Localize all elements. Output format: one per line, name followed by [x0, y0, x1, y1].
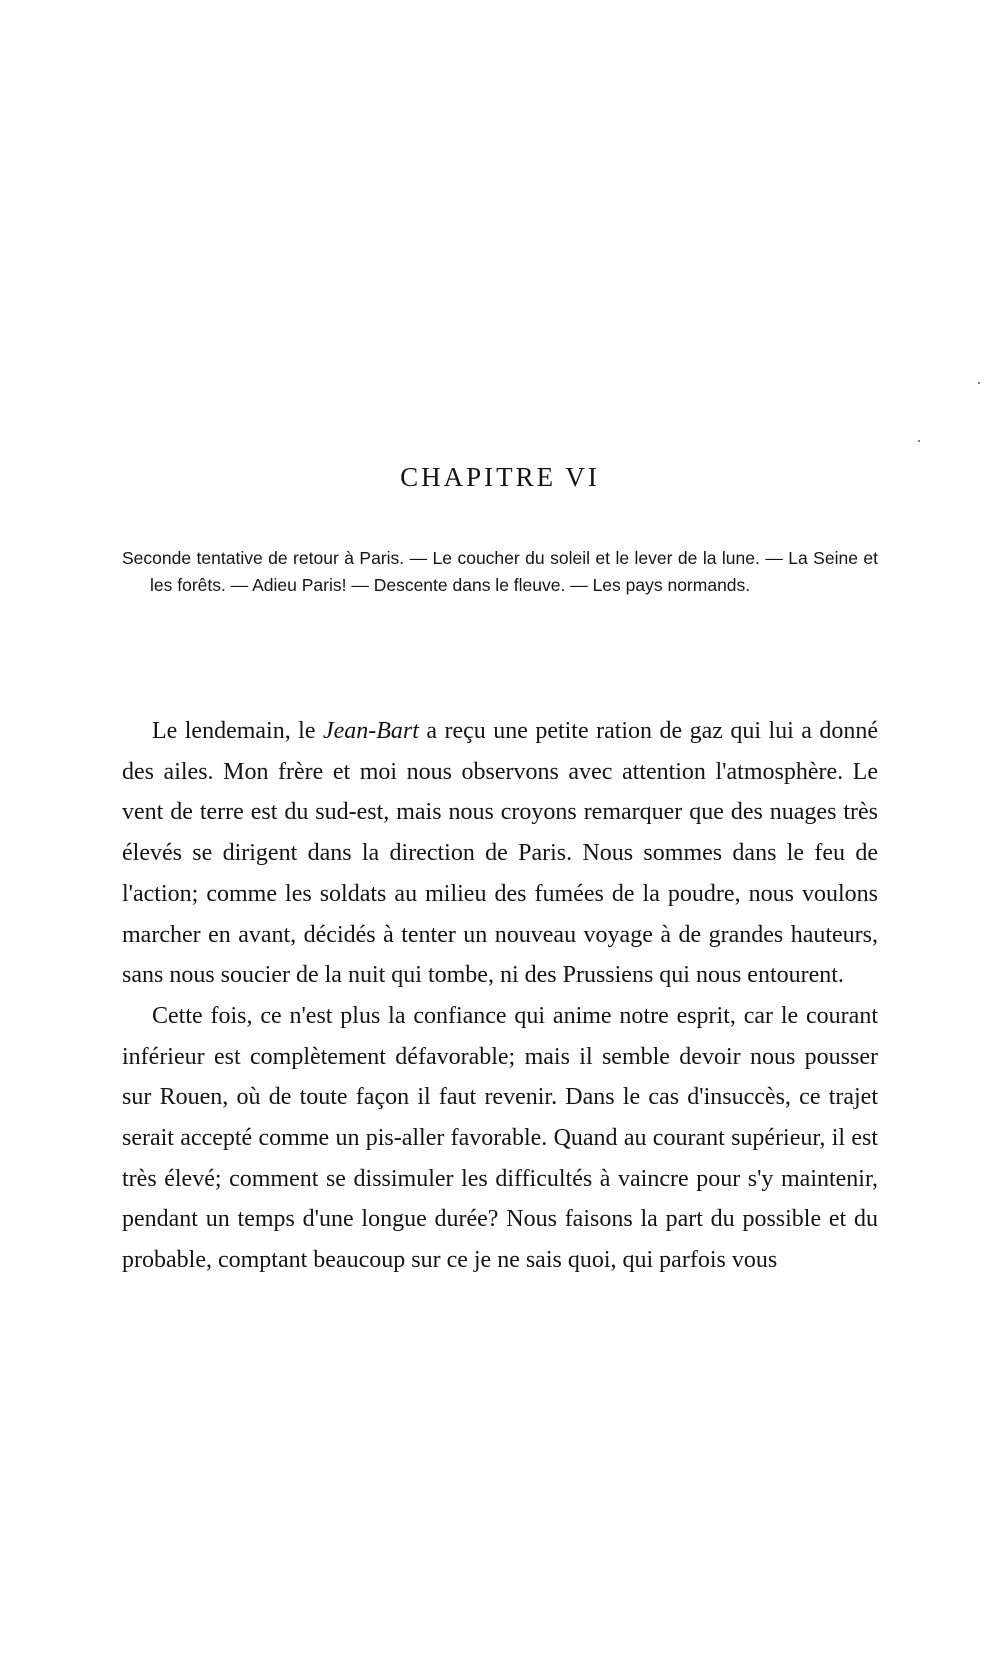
paragraph-1-rest: a reçu une petite ration de gaz qui lui a donné des ailes. Mon frère et moi nous observons avec attention l'atmosphère. Le vent de terre est du sud-est, mais nous croyons remarquer que des nuages très élevés se dirigent dans la direction de Paris. Nous sommes dans le feu de l'action; comme les soldats au milieu des fumées de la poudre, nous voulons marcher en avant, décidés à tenter un nouveau voyage à de grandes hauteurs, sans nous soucier de la nuit qui tombe, ni des Prussiens qui nous entourent.: [122, 718, 879, 989]
scan-speck: [978, 382, 980, 384]
paragraph-1-start: Le lendemain, le: [152, 718, 323, 744]
ship-name: Jean-Bart: [322, 718, 419, 744]
paragraph-2: Cette fois, ce n'est plus la confiance qui anime notre esprit, car le courant inférieur est complètement défavorable; mais il semble devoir nous pousser sur Rouen, où de toute façon il faut revenir. Dans le cas d'insuccès, ce trajet serait accepté comme un pis-aller favorable. Quand au courant supérieur, il est très élevé; comment se dissimuler les difficultés à vaincre pour s'y maintenir, pendant un temps d'une longue durée? Nous faisons la part du possible et du probable, comptant beaucoup sur ce je ne sais quoi, qui parfois vous: [122, 1002, 878, 1274]
paragraph-1: [122, 711, 878, 996]
chapter-summary: Seconde tentative de retour à Paris. — Le coucher du soleil et le lever de la lune. — La Seine et les forêts. — Adieu Paris! — Descente dans le fleuve. — Les pays normands.: [122, 548, 878, 595]
body-text: [122, 711, 878, 1281]
chapter-title: CHAPITRE VI: [400, 462, 600, 492]
scan-speck: [918, 440, 920, 442]
